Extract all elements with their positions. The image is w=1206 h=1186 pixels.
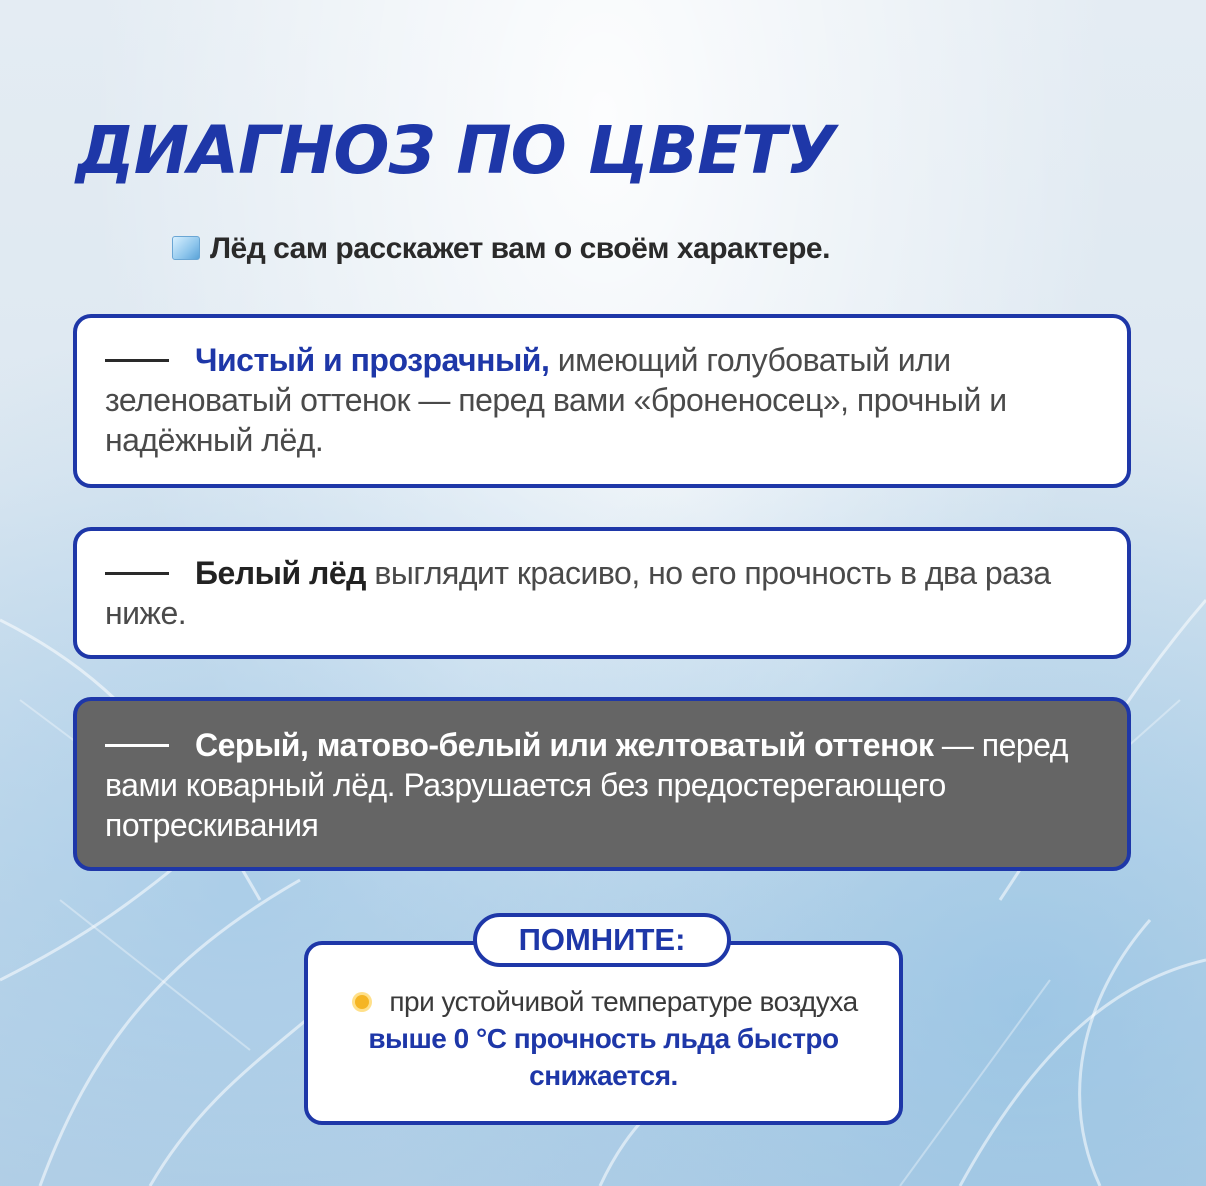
card-white-ice: [73, 527, 1131, 659]
remember-bold-text: выше 0 °C прочность льда быстро снижается.: [368, 1023, 839, 1091]
subtitle-text: Лёд сам расскажет вам о своём характере.: [210, 232, 830, 265]
card-text: выглядит красиво, но его прочность в два раза ниже.: [105, 555, 1051, 631]
subtitle: [172, 232, 1072, 266]
dash-marker: [105, 359, 169, 362]
card-bold-text: Чистый и прозрачный,: [195, 342, 550, 378]
ice-cube-icon: [172, 236, 200, 260]
remember-box: [304, 941, 903, 1125]
card-bold-text: Белый лёд: [195, 555, 366, 591]
card-text: — перед вами коварный лёд. Разрушается без предостерегающего потрескивания: [105, 727, 1068, 843]
card-clear-ice: [73, 314, 1131, 488]
card-text: имеющий голубоватый или зеленоватый оттенок — перед вами «броненосец», прочный и надёжный лёд.: [105, 342, 1007, 458]
dash-marker: [105, 572, 169, 575]
sun-icon: [349, 989, 375, 1015]
page-title: ДИАГНОЗ ПО ЦВЕТУ: [76, 112, 836, 189]
dash-marker: [105, 744, 169, 747]
card-bold-text: Серый, матово-белый или желтоватый оттенок: [195, 727, 934, 763]
remember-text: при устойчивой температуре воздуха: [389, 986, 858, 1017]
remember-label: ПОМНИТЕ:: [473, 913, 731, 967]
card-grey-ice: [73, 697, 1131, 871]
